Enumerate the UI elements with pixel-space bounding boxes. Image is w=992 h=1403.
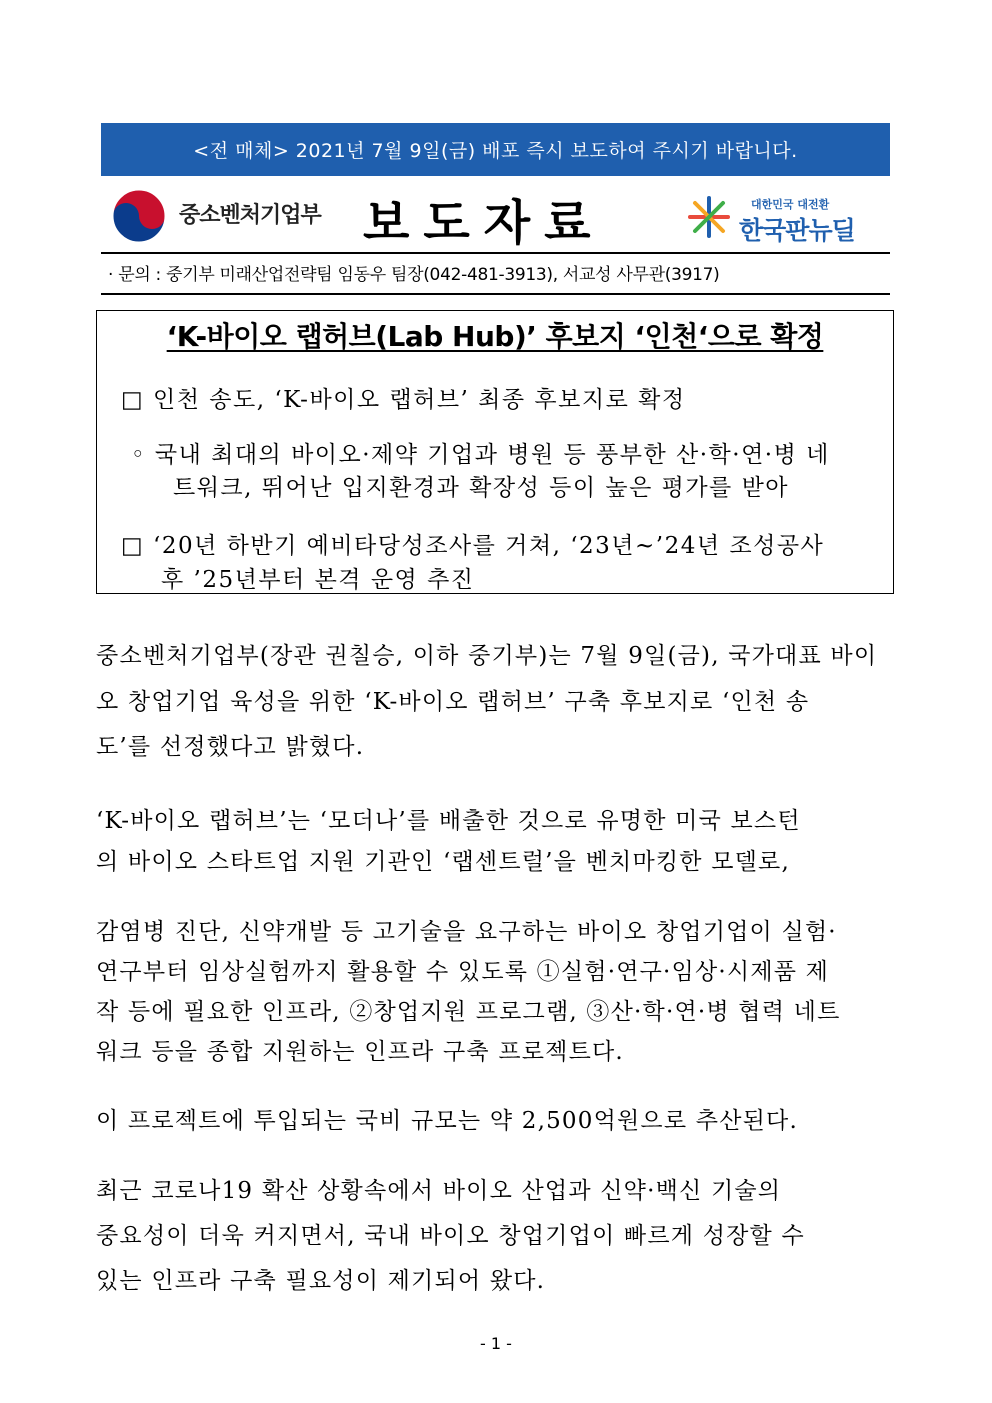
new-deal-tagline: 대한민국 대전환 [751, 198, 830, 211]
paragraph-2-line-2: 의 바이오 스타트업 지원 기관인 ‘랩센트럴’을 벤치마킹한 모델로, [96, 849, 790, 875]
contact-divider [101, 293, 890, 295]
paragraph-1-line-1: 중소벤처기업부(장관 권칠승, 이하 중기부)는 7월 9일(금), 국가대표 바이 [96, 643, 878, 669]
contact-info: · 문의 : 중기부 미래산업전략팀 임동우 팀장(042-481-3913), 서교성 사무관(3917) [108, 265, 720, 285]
summary-bullet-2-line-1: □ ‘20년 하반기 예비타당성조사를 거쳐, ‘23년~’24년 조성공사 [121, 533, 825, 559]
paragraph-3-line-3: 작 등에 필요한 인프라, ②창업지원 프로그램, ③산·학·연·병 협력 네트 [96, 999, 841, 1025]
distribution-banner [101, 123, 890, 176]
paragraph-5-line-1: 최근 코로나19 확산 상황속에서 바이오 산업과 신약·백신 기술의 [96, 1178, 782, 1204]
paragraph-1-line-2: 오 창업기업 육성을 위한 ‘K-바이오 랩허브’ 구축 후보지로 ‘인천 송 [96, 689, 810, 715]
summary-sub-bullet-1-line-1: ◦ 국내 최대의 바이오·제약 기업과 병원 등 풍부한 산·학·연·병 네 [131, 442, 830, 468]
paragraph-3-line-4: 워크 등을 종합 지원하는 인프라 구축 프로젝트다. [96, 1039, 624, 1065]
summary-bullet-1: □ 인천 송도, ‘K-바이오 랩허브’ 최종 후보지로 확정 [121, 387, 686, 413]
summary-box [96, 310, 894, 594]
banner-text: <전 매체> 2021년 7월 9일(금) 배포 즉시 보도하여 주시기 바랍니다. [193, 140, 798, 162]
paragraph-3-line-1: 감염병 진단, 신약개발 등 고기술을 요구하는 바이오 창업기업이 실험· [96, 919, 837, 945]
press-release-title: 보도자료 [363, 195, 605, 251]
new-deal-star-icon [686, 194, 732, 240]
taeguk-logo-icon [111, 188, 167, 244]
new-deal-name: 한국판뉴딜 [739, 216, 855, 245]
paragraph-5-line-2: 중요성이 더욱 커지면서, 국내 바이오 창업기업이 빠르게 성장할 수 [96, 1223, 805, 1249]
paragraph-4-line-1: 이 프로젝트에 투입되는 국비 규모는 약 2,500억원으로 추산된다. [96, 1108, 798, 1134]
paragraph-1-line-3: 도’를 선정했다고 밝혔다. [96, 734, 365, 760]
press-header [101, 178, 890, 252]
headline-text: ‘K-바이오 랩허브(Lab Hub)’ 후보지 ‘인천‘으로 확정 [166, 320, 824, 353]
paragraph-2-line-1: ‘K-바이오 랩허브’는 ‘모더나’를 배출한 것으로 유명한 미국 보스턴 [96, 808, 801, 834]
summary-bullet-2-line-2: 후 ’25년부터 본격 운영 추진 [161, 567, 475, 593]
summary-sub-bullet-1-line-2: 트워크, 뛰어난 입지환경과 확장성 등이 높은 평가를 받아 [173, 475, 790, 501]
ministry-name: 중소벤처기업부 [179, 203, 321, 228]
headline [97, 315, 893, 355]
page-number: - 1 - [480, 1334, 512, 1353]
paragraph-3-line-2: 연구부터 임상실험까지 활용할 수 있도록 ①실험·연구·임상·시제품 제 [96, 959, 830, 985]
header-divider [101, 252, 890, 254]
paragraph-5-line-3: 있는 인프라 구축 필요성이 제기되어 왔다. [96, 1268, 546, 1294]
